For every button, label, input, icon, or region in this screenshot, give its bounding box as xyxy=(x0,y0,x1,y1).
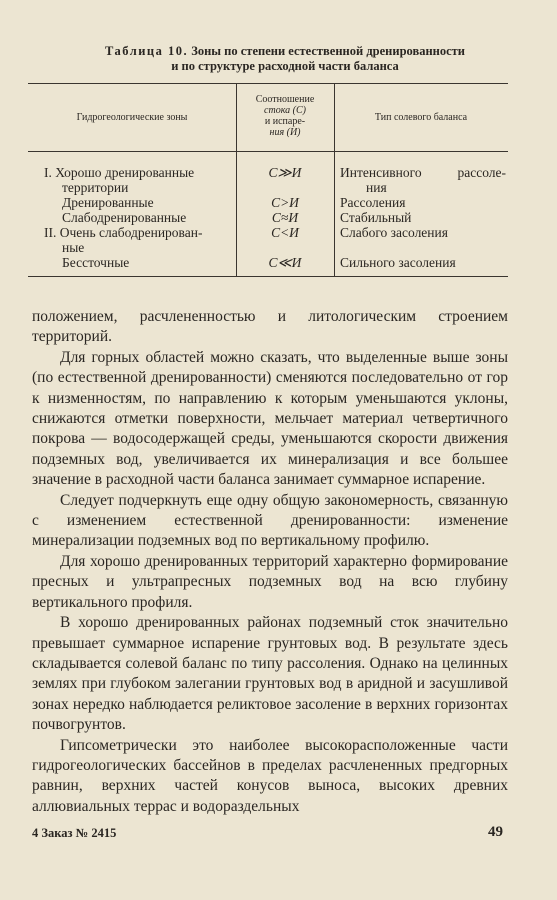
printer-signature: 4 Заказ № 2415 xyxy=(32,826,117,840)
table-header-ratio-line1: Соотношение xyxy=(255,94,315,105)
table-row-1-ratio: С≫И xyxy=(268,165,302,180)
table-row-1-balance-line1: Интенсивного рассоле- xyxy=(340,165,506,180)
table-top-rule xyxy=(28,83,508,84)
table-header-ratio xyxy=(236,94,334,138)
table-row-2-zone: Дренированные xyxy=(62,195,154,210)
table-caption-label: Таблица 10. xyxy=(104,44,189,58)
table-row-2-ratio: С>И xyxy=(271,195,299,210)
table-header-ratio-line3: и испаре- xyxy=(264,116,306,127)
table-row-3-zone: Слабодренированные xyxy=(62,210,187,225)
table-row-1-zone-line1: I. Хорошо дренированные xyxy=(44,165,195,180)
table-row-5-zone: Бессточные xyxy=(62,255,130,270)
table-row-2-balance: Рассоления xyxy=(340,195,406,210)
table-bottom-rule xyxy=(28,276,508,277)
table-row-4-zone-line1: II. Очень слабодренирован- xyxy=(44,225,203,240)
table-row-4-zone-line2: ные xyxy=(62,240,85,255)
table-row-5-balance: Сильного засоления xyxy=(340,255,456,270)
table-header-balance: Тип солевого баланса xyxy=(374,112,468,123)
paragraph-6: Гипсометрически это наиболее высокорасположенные части гидрогеологических бассейнов в пределах расчлененных предгорных равнин, верхних частей конусов выноса, высоких древних аллювиальных террас и водораздельных xyxy=(32,736,508,815)
paragraph-5: В хорошо дренированных районах подземный сток значительно превышает суммарное испарение грунтовых вод. В результате здесь складывается солевой баланс по типу рассоления. Однако на целинных землях при глубоком залегании грунтовых вод в аридной и засушливой зонах нередко наблюдается реликтовое засоление в верхних горизонтах почвогрунтов. xyxy=(32,614,508,734)
body-text xyxy=(32,307,508,817)
table-row-1-zone-line2: территории xyxy=(62,180,129,195)
table-row-3-ratio: С≈И xyxy=(271,210,299,225)
paragraph-1: положением, расчлененностью и литологическим строением территорий. xyxy=(32,308,508,346)
paragraph-4: Для хорошо дренированных территорий характерно формирование пресных и ультрапресных подземных вод на всю глубину вертикального профиля. xyxy=(32,552,508,611)
table-caption xyxy=(30,44,540,74)
page-number: 49 xyxy=(488,824,503,840)
paragraph-2: Для горных областей можно сказать, что выделенные выше зоны (по естественной дренированности) сменяются последовательно от гор к низменностям, по направлению к которым уменьшаются уклоны, снижаются отметки поверхности, мельчает материал четвертичного покрова — водосодержащей среды, уменьшаются скорости движения подземных вод, увеличивается их минерализация и все большее значение в расходной части баланса занимает суммарное испарение. xyxy=(32,348,508,489)
table-header-zones: Гидрогеологические зоны xyxy=(76,112,188,123)
table-row-3-balance: Стабильный xyxy=(340,210,412,225)
table-header-ratio-line2: стока (С) xyxy=(264,105,306,116)
table-row-5-ratio: С≪И xyxy=(268,255,302,270)
table-row-1-balance-line2: ния xyxy=(366,180,387,195)
paragraph-3: Следует подчеркнуть еще одну общую закономерность, связанную с изменением естественной дренированности: изменение минерализации подземных вод по вертикальному профилю. xyxy=(32,491,508,550)
table-header-ratio-line4: ния (И) xyxy=(269,127,301,138)
table-caption-line1: Зоны по степени естественной дренированности xyxy=(191,44,465,58)
table-caption-line2: и по структуре расходной части баланса xyxy=(171,59,399,73)
table-header-rule xyxy=(28,151,508,152)
table-row-4-balance: Слабого засоления xyxy=(340,225,448,240)
table-row-4-ratio: С<И xyxy=(271,225,299,240)
